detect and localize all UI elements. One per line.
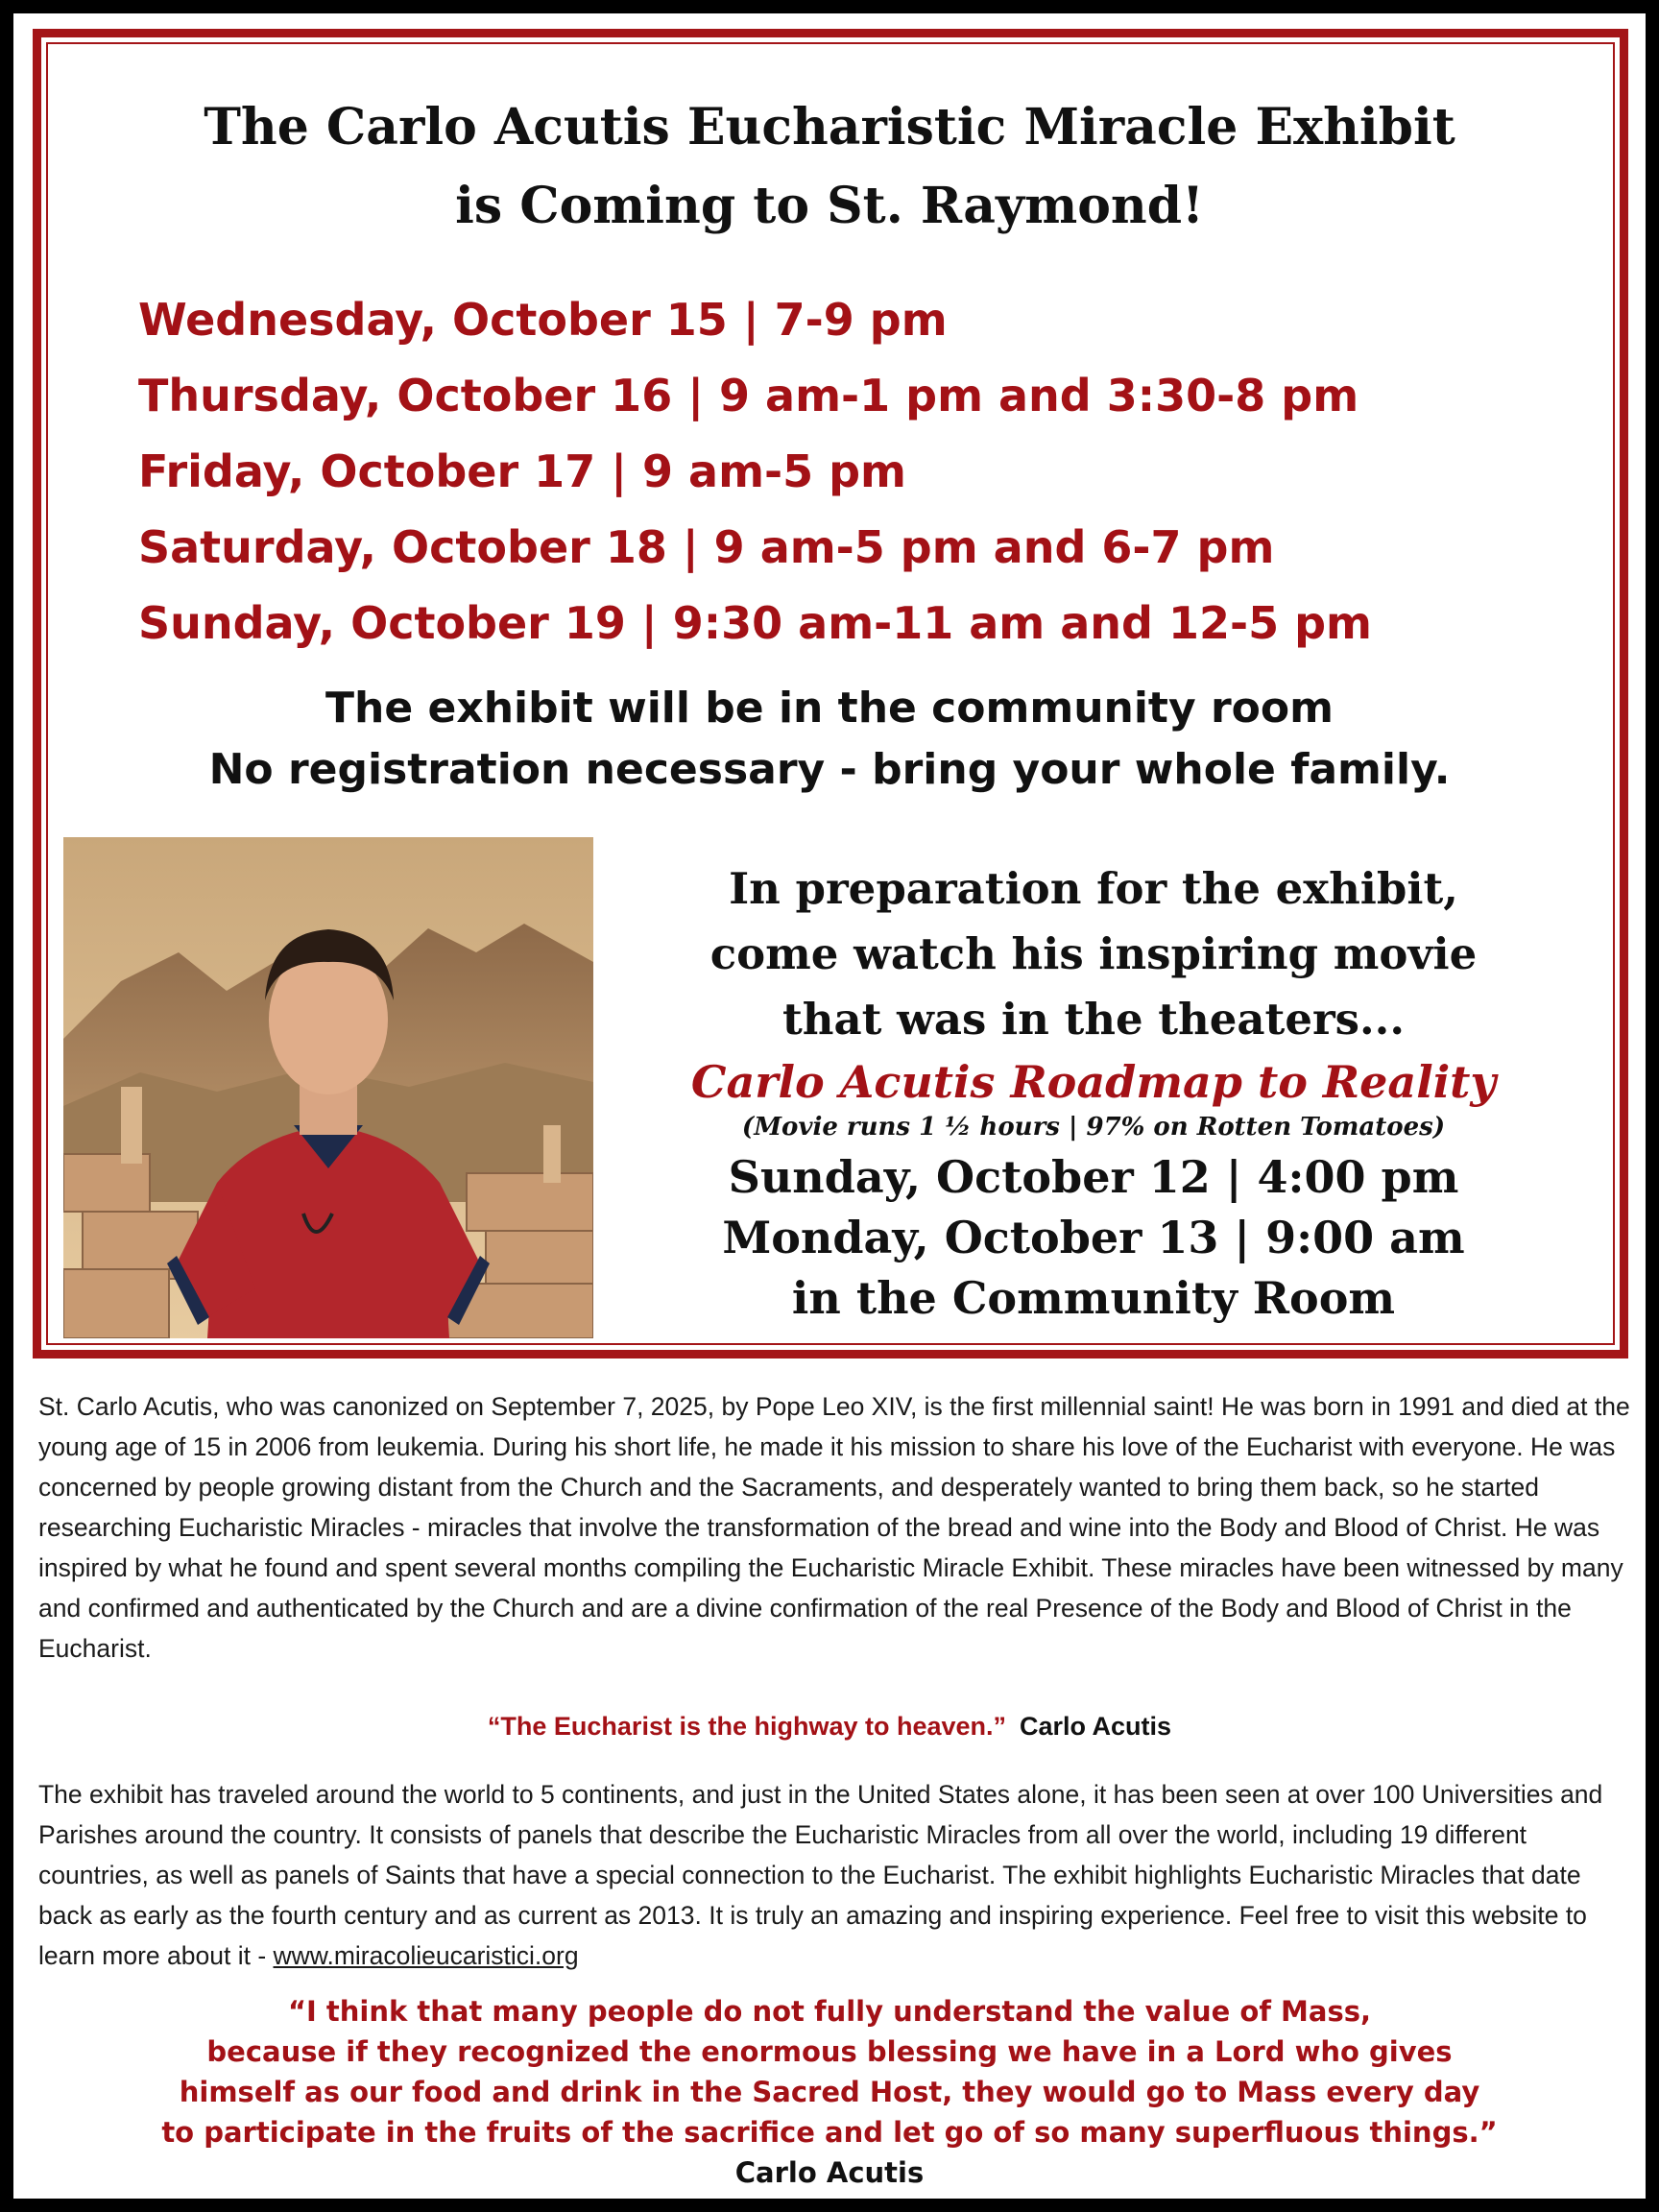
website-link[interactable]: www.miracolieucaristici.org	[273, 1941, 579, 1970]
promo-line-1: In preparation for the exhibit,	[729, 863, 1458, 914]
promo-line-3: that was in the theaters...	[781, 994, 1406, 1045]
exhibit-schedule	[138, 282, 1372, 661]
long-quote-author: Carlo Acutis	[734, 2156, 925, 2189]
flyer-page	[13, 13, 1646, 2199]
movie-note: (Movie runs 1 ½ hours | 97% on Rotten Tomatoes)	[741, 1113, 1446, 1142]
exhibit-paragraph-text: The exhibit has traveled around the world to 5 continents, and just in the United States alone, it has been seen at over 100 Universities and Parishes around the country. It consists of panels that describe the Eucharistic Miracles from all over the world, including 19 different countries, as well as panels of Saints that have a special connection to the Eucharist. The exhibit highlights Eucharistic Miracles that date back as early as the fourth century and as current as 2013. It is truly an amazing and inspiring experience. Feel free to visit this website to learn more about it -	[38, 1780, 1603, 1970]
showing-monday: Monday, October 13 | 9:00 am	[722, 1212, 1465, 1263]
schedule-day-sunday: Sunday, October 19 | 9:30 am-11 am and 12-5 pm	[138, 597, 1372, 649]
showing-location: in the Community Room	[791, 1272, 1396, 1324]
short-quote-text: “The Eucharist is the highway to heaven.”	[487, 1712, 1007, 1741]
long-quote-line-4: to participate in the fruits of the sacrifice and let go of so many superfluous things.”	[161, 2116, 1498, 2149]
schedule-day-saturday: Saturday, October 18 | 9 am-5 pm and 6-7 pm	[138, 521, 1275, 573]
promo-line-2: come watch his inspiring movie	[709, 928, 1478, 979]
long-quote-line-3: himself as our food and drink in the Sacred Host, they would go to Mass every day	[179, 2076, 1480, 2108]
schedule-day-wednesday: Wednesday, October 15 | 7-9 pm	[138, 294, 948, 346]
carlo-acutis-photo	[63, 837, 593, 1338]
registration-note: No registration necessary - bring your whole family.	[208, 745, 1451, 794]
short-quote	[13, 1707, 1646, 1745]
headline-line-2: is Coming to St. Raymond!	[455, 177, 1204, 235]
bio-paragraph: St. Carlo Acutis, who was canonized on September 7, 2025, by Pope Leo XIV, is the first millennial saint! He was born in 1991 and died at the young age of 15 in 2006 from leukemia. During his short life, he made it his mission to share his love of the Eucharist with everyone. He was concerned by people growing distant from the Church and the Sacraments, and desperately wanted to bring them back, so he started researching Eucharistic Miracles - miracles that involve the transformation of the bread and wine into the Body and Blood of Christ. He was inspired by what he found and spent several months compiling the Eucharistic Miracle Exhibit. These miracles have been witnessed by many and confirmed and authenticated by the Church and are a divine confirmation of the real Presence of the Body and Blood of Christ in the Eucharist.	[38, 1392, 1630, 1663]
movie-title: Carlo Acutis Roadmap to Reality	[690, 1056, 1497, 1108]
showing-sunday: Sunday, October 12 | 4:00 pm	[728, 1151, 1459, 1203]
long-quote	[13, 1991, 1646, 2193]
schedule-day-friday: Friday, October 17 | 9 am-5 pm	[138, 445, 906, 497]
location-note: The exhibit will be in the community room	[325, 684, 1334, 733]
headline-line-1: The Carlo Acutis Eucharistic Miracle Exhibit	[204, 98, 1455, 156]
short-quote-author: Carlo Acutis	[1020, 1712, 1172, 1741]
schedule-day-thursday: Thursday, October 16 | 9 am-1 pm and 3:30-8 pm	[138, 370, 1359, 421]
long-quote-line-2: because if they recognized the enormous blessing we have in a Lord who gives	[206, 2035, 1453, 2068]
long-quote-line-1: “I think that many people do not fully understand the value of Mass,	[287, 1995, 1372, 2028]
exhibit-paragraph	[38, 1774, 1632, 1976]
